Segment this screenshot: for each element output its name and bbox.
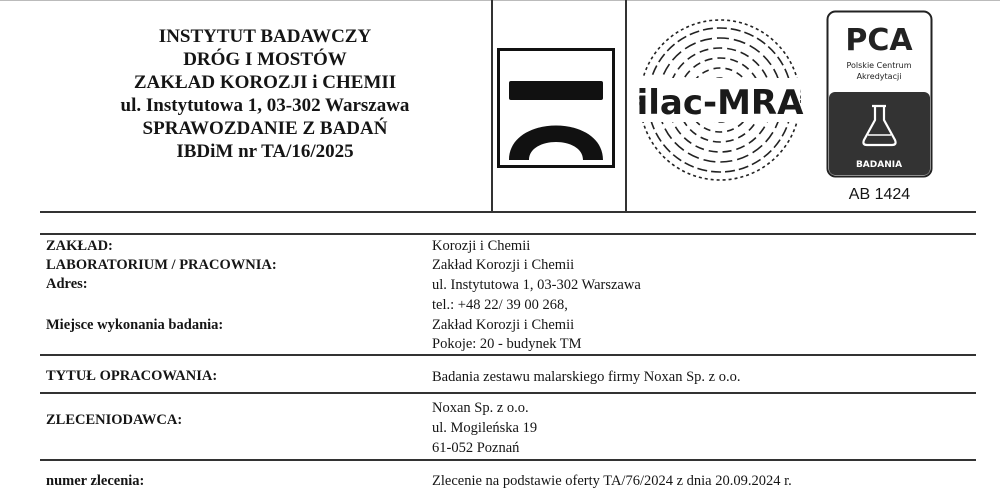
title-of-work-value: Badania zestawu malarskiego firmy Noxan Sp. z o.o. bbox=[432, 369, 741, 385]
pca-name-line-2: Akredytacji bbox=[856, 72, 902, 81]
order-number-label: numer zlecenia: bbox=[46, 473, 145, 489]
client-city-value: 61-052 Poznań bbox=[432, 440, 520, 456]
phone-value: tel.: +48 22/ 39 00 268, bbox=[432, 297, 568, 313]
report-number: IBDiM nr TA/16/2025 bbox=[176, 141, 354, 162]
table-rule-2 bbox=[40, 392, 976, 394]
department-name: ZAKŁAD KOROZJI i CHEMII bbox=[133, 72, 397, 93]
table-top-rule bbox=[40, 233, 976, 235]
pca-wordmark: PCA bbox=[845, 23, 913, 58]
report-type: SPRAWOZDANIE Z BADAŃ bbox=[142, 118, 388, 139]
header-divider-2 bbox=[625, 0, 627, 212]
top-edge bbox=[0, 0, 1000, 1]
test-location-value: Zakład Korozji i Chemii bbox=[432, 317, 575, 333]
header-divider-1 bbox=[491, 0, 493, 212]
client-label: ZLECENIODAWCA: bbox=[46, 412, 183, 428]
laboratory-value: Zakład Korozji i Chemii bbox=[432, 257, 575, 273]
test-room-value: Pokoje: 20 - budynek TM bbox=[432, 336, 582, 352]
institute-name: INSTYTUT BADAWCZY bbox=[158, 26, 372, 47]
institute-name-2: DRÓG I MOSTÓW bbox=[183, 49, 347, 70]
pca-accreditation-logo bbox=[826, 10, 933, 178]
client-street-value: ul. Mogileńska 19 bbox=[432, 420, 538, 436]
test-location-label: Miejsce wykonania badania: bbox=[46, 317, 224, 333]
zaklad-value: Korozji i Chemii bbox=[432, 238, 531, 254]
header-bottom-rule bbox=[40, 211, 976, 213]
ilac-mra-wordmark: ilac-MRA bbox=[636, 83, 804, 123]
address-line: ul. Instytutowa 1, 03-302 Warszawa bbox=[120, 95, 410, 116]
zaklad-label: ZAKŁAD: bbox=[46, 238, 113, 254]
address-value: ul. Instytutowa 1, 03-302 Warszawa bbox=[432, 277, 641, 293]
table-rule-1 bbox=[40, 354, 976, 356]
report-header-title bbox=[40, 25, 490, 163]
address-label: Adres: bbox=[46, 276, 88, 292]
pca-accreditation-number: AB 1424 bbox=[848, 186, 911, 203]
client-name-value: Noxan Sp. z o.o. bbox=[432, 400, 529, 416]
ilac-mra-logo bbox=[636, 8, 804, 198]
order-number-value: Zlecenie na podstawie oferty TA/76/2024 z dnia 20.09.2024 r. bbox=[432, 473, 792, 489]
table-rule-3 bbox=[40, 459, 976, 461]
laboratory-label: LABORATORIUM / PRACOWNIA: bbox=[46, 257, 277, 273]
ibdim-logo bbox=[497, 48, 615, 168]
pca-badge-label: BADANIA bbox=[855, 160, 903, 170]
title-of-work-label: TYTUŁ OPRACOWANIA: bbox=[46, 368, 218, 384]
pca-name-line-1: Polskie Centrum bbox=[846, 61, 912, 70]
